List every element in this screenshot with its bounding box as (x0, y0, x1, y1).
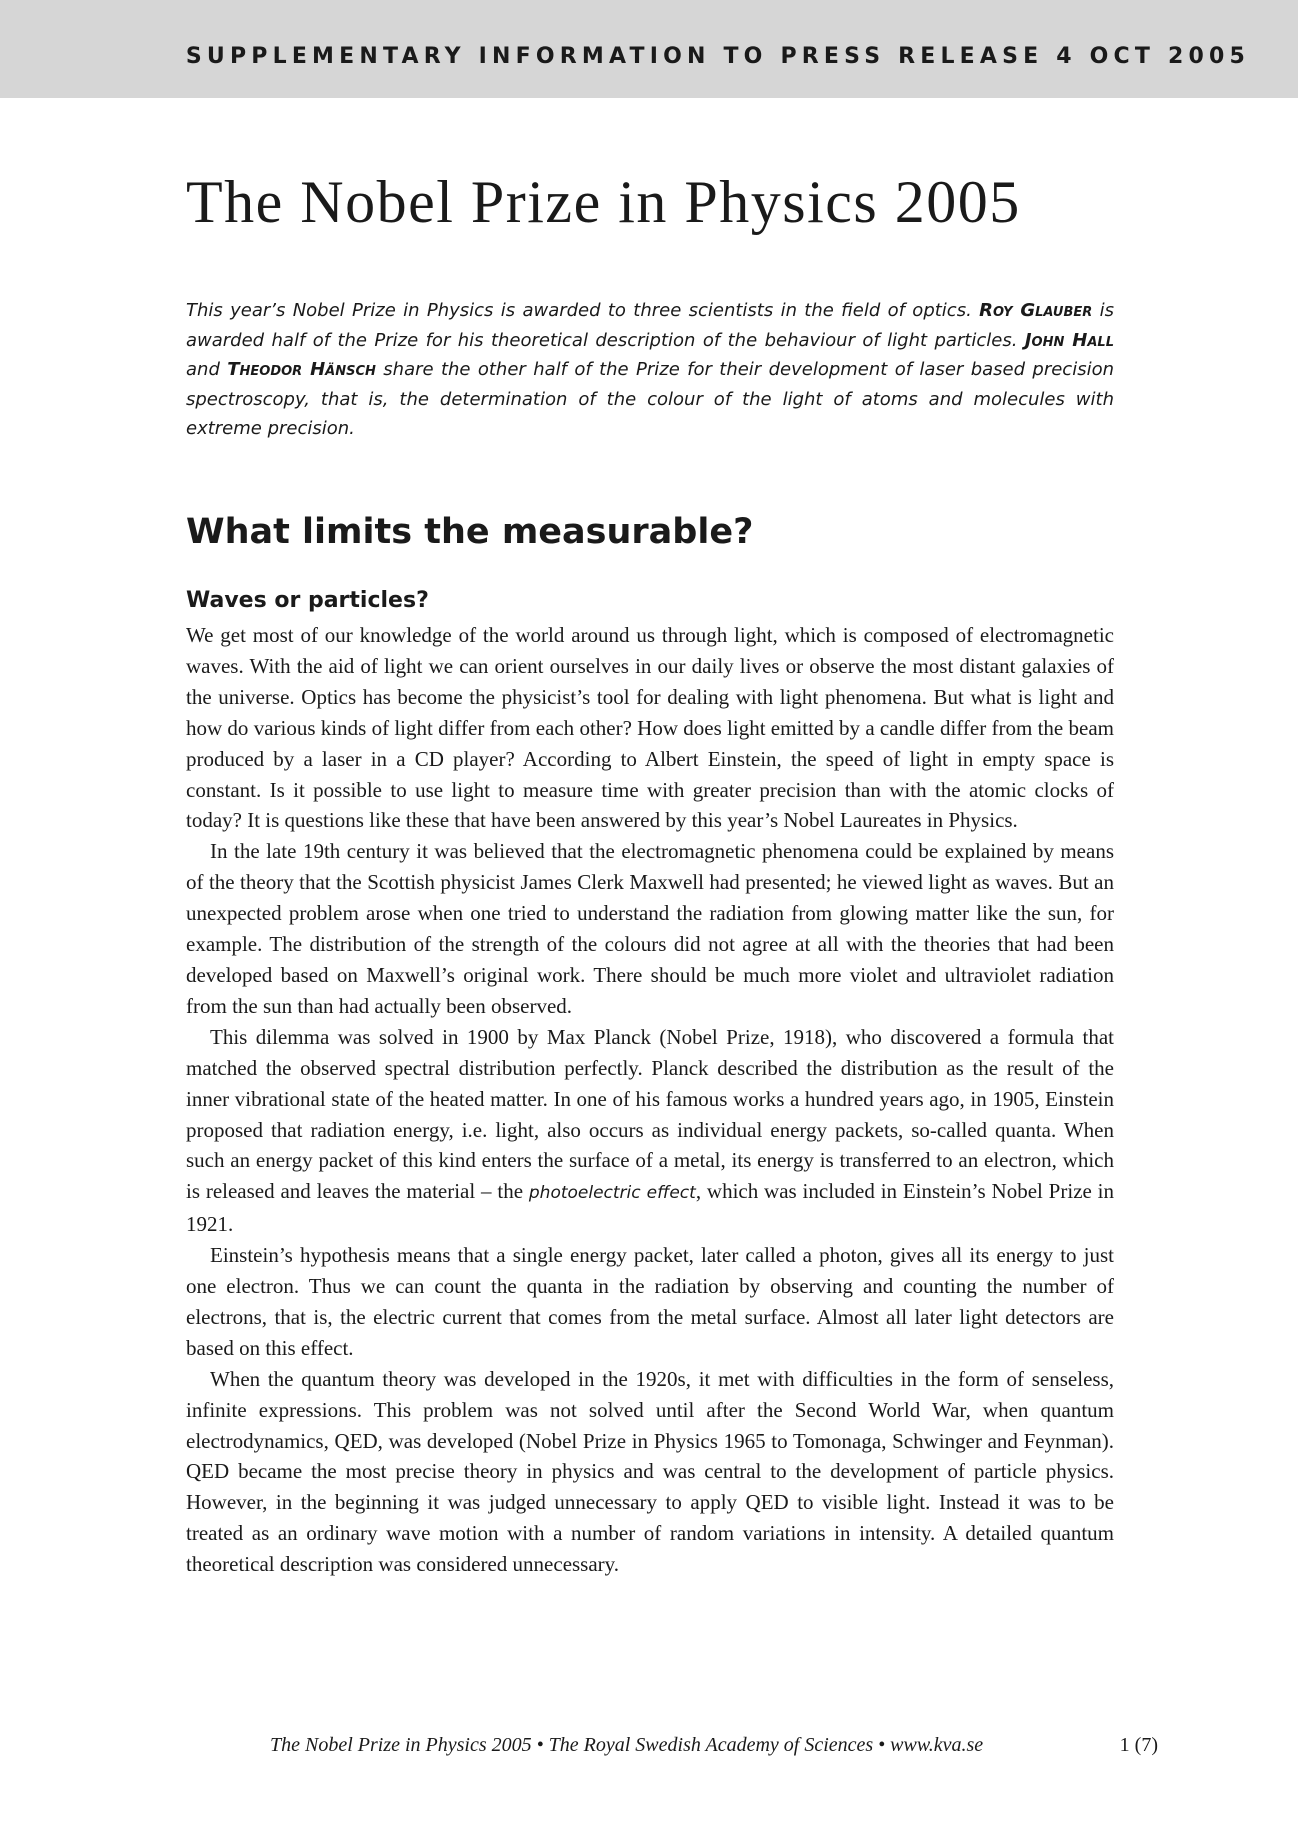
paragraph-4: Einstein’s hypothesis means that a single energy packet, later called a photon, gives all its energy to just one electron. Thus we can count the quanta in the radiation by observing and counting the number of electrons, that is, the electric current that comes from the metal surface. Almost all later light detectors are based on this effect. (186, 1243, 1114, 1360)
intro-text-1: This year’s Nobel Prize in Physics is awarded to three scientists in the field of optics. (186, 300, 980, 321)
body-text (186, 620, 1114, 1580)
section-heading: What limits the measurable? (186, 512, 754, 552)
laureate-name-hall: John Hall (1024, 329, 1114, 351)
paragraph-3 (186, 1022, 1114, 1240)
intro-text-3: and (186, 359, 228, 380)
subheading: Waves or particles? (186, 588, 429, 613)
photoelectric-effect-term: photoelectric effect (528, 1183, 696, 1204)
intro-text-4: share the other half of the Prize for their development of laser based precision spectroscopy, that is, the determination of the colour of the light of atoms and molecules with extreme precision. (186, 359, 1114, 439)
intro-text-2: is awarded half of the Prize for his theoretical description of the behaviour of light particles. (186, 300, 1114, 351)
page-title: The Nobel Prize in Physics 2005 (186, 169, 1021, 235)
press-release-header: SUPPLEMENTARY INFORMATION TO PRESS RELEASE 4 OCT 2005 (185, 44, 1250, 69)
paragraph-3-text-b: , which was included in Einstein’s Nobel Prize in 1921. (186, 1179, 1114, 1237)
paragraph-1: We get most of our knowledge of the world around us through light, which is composed of electromagnetic waves. With the aid of light we can orient ourselves in our daily lives or observe the most distant galaxies of the universe. Optics has become the physicist’s tool for dealing with light phenomena. But what is light and how do various kinds of light differ from each other? How does light emitted by a candle differ from the beam produced by a laser in a CD player? According to Albert Einstein, the speed of light in empty space is constant. Is it possible to use light to measure time with greater precision than with the atomic clocks of today? It is questions like these that have been answered by this year’s Nobel Laureates in Physics. (186, 623, 1114, 833)
paragraph-3-text-a: This dilemma was solved in 1900 by Max Planck (Nobel Prize, 1918), who discovered a formula that matched the observed spectral distribution perfectly. Planck described the distribution as the result of the inner vibrational state of the heated matter. In one of his famous works a hundred years ago, in 1905, Einstein proposed that radiation energy, i.e. light, also occurs as individual energy packets, so-called quanta. When such an energy packet of this kind enters the surface of a metal, its energy is transferred to an electron, which is released and leaves the material – the (186, 1024, 1114, 1204)
laureate-name-hansch: Theodor Hänsch (227, 359, 376, 380)
paragraph-5: When the quantum theory was developed in the 1920s, it met with difficulties in the form of senseless, infinite expressions. This problem was not solved until after the Second World War, when quantum electrodynamics, QED, was developed (Nobel Prize in Physics 1965 to Tomonaga, Schwinger and Feynman). QED became the most precise theory in physics and was central to the development of particle physics. However, in the beginning it was judged unnecessary to apply QED to visible light. Instead it was to be treated as an ordinary wave motion with a number of random variations in intensity. A detailed quantum theoretical description was considered unnecessary. (186, 1366, 1114, 1577)
page-number: 1 (7) (1119, 1734, 1158, 1756)
laureate-name-glauber: Roy Glauber (979, 300, 1093, 321)
intro-paragraph (186, 296, 1114, 444)
footer-citation: The Nobel Prize in Physics 2005 • The Royal Swedish Academy of Sciences • www.kva.se (270, 1734, 984, 1756)
paragraph-2: In the late 19th century it was believed that the electromagnetic phenomena could be explained by means of the theory that the Scottish physicist James Clerk Maxwell had presented; he viewed light as waves. But an unexpected problem arose when one tried to understand the radiation from glowing matter like the sun, for example. The distribution of the strength of the colours did not agree at all with the theories that had been developed based on Maxwell’s original work. There should be much more violet and ultraviolet radiation from the sun than had actually been observed. (186, 839, 1114, 1018)
